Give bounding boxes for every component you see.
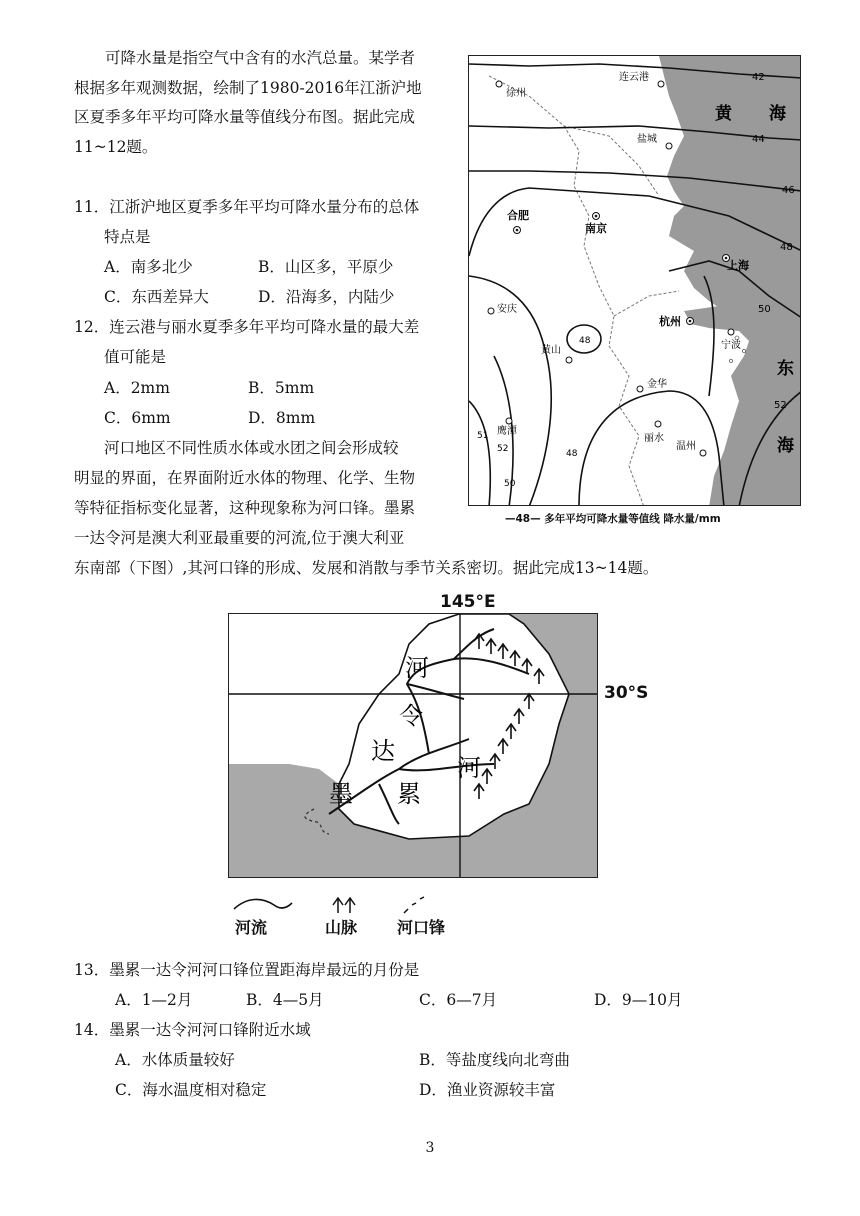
q11-option-d: D．沿海多，内陆少 [258, 288, 395, 306]
city-wenzhou [676, 440, 706, 456]
city-label-yancheng: 盐城 [637, 134, 657, 145]
q11-option-a: A．南多北少 [104, 258, 193, 276]
isoline-label-48-closed: 48 [579, 336, 591, 346]
intro2-line2: 明显的界面，在界面附近水体的物理、化学、生物 [74, 469, 416, 487]
page-number: 3 [425, 1140, 435, 1156]
city-yancheng [637, 132, 672, 149]
q11-stem-line1: 11．江浙沪地区夏季多年平均可降水量分布的总体 [74, 198, 420, 216]
q14-option-b: B．等盐度线向北弯曲 [419, 1051, 570, 1069]
map1-caption: —48— 多年平均可降水量等值线 降水量/mm [505, 513, 721, 525]
city-nanjing [585, 213, 607, 236]
river-char-da: 达 [371, 737, 395, 765]
q12-stem-line1: 12．连云港与丽水夏季多年平均可降水量的最大差 [74, 318, 420, 336]
sea-label-huang: 黄 [715, 104, 732, 124]
legend-symbols [232, 893, 482, 915]
city-label-xuzhou: 徐州 [506, 88, 526, 99]
murray-darling-map-svg [229, 614, 598, 878]
longitude-label: 145°E [440, 592, 496, 612]
intro1-line3: 区夏季多年平均可降水量等值线分布图。据此完成 [74, 108, 416, 126]
isoline-label-48: 48 [780, 242, 793, 253]
q12-option-a: A．2mm [104, 379, 170, 397]
city-yingtan [497, 418, 517, 437]
sea-label-dong: 东 [777, 359, 794, 379]
legend-front: 河口锋 [397, 918, 446, 937]
river-char-lei: 累 [397, 780, 421, 808]
intro2-line5: 东南部（下图）,其河口锋的形成、发展和消散与季节关系密切。据此完成13~14题。 [74, 559, 659, 577]
legend-river: 河流 [235, 918, 268, 937]
province-boundary-shanghai [614, 291, 679, 316]
river-char-mo: 墨 [329, 780, 353, 808]
q12-option-d: D．8mm [248, 409, 316, 427]
isoline-label-50-west: 50 [504, 479, 516, 489]
city-anqing [488, 302, 517, 315]
isoline-label-44: 44 [752, 134, 765, 145]
q13-option-d: D．9—10月 [594, 991, 683, 1009]
q13-option-b: B．4—5月 [246, 991, 324, 1009]
legend-mountain: 山脉 [325, 918, 358, 937]
isoline-label-46: 46 [782, 185, 795, 196]
isoline-51 [469, 401, 490, 506]
city-label-hangzhou: 杭州 [659, 315, 681, 328]
isoline-label-48-south: 48 [566, 449, 578, 459]
city-ningbo [721, 329, 741, 351]
city-label-anqing: 安庆 [497, 304, 517, 315]
intro2-line1: 河口地区不同性质水体或水团之间会形成较 [104, 439, 399, 457]
city-huangshan [541, 343, 572, 363]
city-jinhua [637, 377, 667, 392]
island [729, 359, 732, 362]
river-char-he-1: 河 [405, 654, 429, 682]
river-char-ling: 令 [399, 702, 423, 730]
q14-option-d: D．渔业资源较丰富 [419, 1081, 556, 1099]
intro-paragraph-1 [74, 44, 462, 162]
murray-darling-map [228, 613, 598, 878]
city-lianyungang [619, 70, 664, 87]
city-label-jinhua: 金华 [647, 379, 667, 390]
q11-stem-line2: 特点是 [104, 228, 151, 246]
isoline-48-south [579, 391, 724, 506]
q13-option-a: A．1—2月 [115, 991, 193, 1009]
q13-option-c: C．6—7月 [419, 991, 498, 1009]
intro1-line4: 11~12题。 [74, 137, 158, 156]
q12-stem-line2: 值可能是 [104, 348, 167, 366]
city-label-huangshan: 黄山 [541, 345, 561, 356]
precipitable-water-map-svg [469, 56, 801, 506]
isoline-label-52-west: 52 [497, 444, 509, 454]
intro1-line1: 可降水量是指空气中含有的水汽总量。某学者 [105, 49, 416, 67]
island [742, 349, 745, 352]
city-xuzhou [496, 81, 526, 99]
city-label-hefei: 合肥 [507, 209, 529, 222]
latitude-label: 30°S [604, 683, 649, 703]
intro2-line4: 一达令河是澳大利亚最重要的河流,位于澳大利亚 [74, 529, 405, 547]
q11-option-c: C．东西差异大 [104, 288, 209, 306]
city-label-yingtan: 鹰潭 [497, 426, 517, 437]
q14-stem: 14．墨累一达令河河口锋附近水域 [74, 1021, 311, 1039]
city-label-lianyungang: 连云港 [619, 72, 649, 83]
city-label-ningbo: 宁波 [721, 340, 741, 351]
sea-label-hai-2: 海 [777, 436, 794, 456]
city-label-lishui: 丽水 [644, 433, 664, 444]
intro1-line2: 根据多年观测数据，绘制了1980-2016年江浙沪地 [74, 78, 422, 97]
q12-option-b: B．5mm [248, 379, 315, 397]
isoline-label-42: 42 [752, 72, 765, 83]
city-label-nanjing: 南京 [585, 222, 607, 235]
city-label-shanghai: 上海 [727, 259, 749, 272]
q13-stem: 13．墨累一达令河河口锋位置距海岸最远的月份是 [74, 961, 420, 979]
isoline-label-50: 50 [758, 304, 771, 315]
legend-mountain-symbol [333, 898, 355, 913]
q14-option-a: A．水体质量较好 [115, 1051, 235, 1069]
sea-label-hai-1: 海 [769, 104, 786, 124]
legend-river-symbol [234, 899, 292, 909]
q14-option-c: C．海水温度相对稳定 [115, 1081, 267, 1099]
q12-option-c: C．6mm [104, 409, 171, 427]
legend-front-symbol [404, 897, 424, 913]
precipitable-water-map [468, 55, 801, 506]
city-lishui [644, 421, 664, 444]
q11-option-b: B．山区多，平原少 [258, 258, 394, 276]
isoline-label-51: 51 [477, 431, 489, 441]
intro2-line3: 等特征指标变化显著，这种现象称为河口锋。墨累 [74, 499, 416, 517]
isoline-label-52: 52 [774, 400, 787, 411]
city-label-wenzhou: 温州 [676, 441, 696, 452]
city-hefei [507, 208, 529, 234]
river-char-he-2: 河 [457, 754, 481, 782]
